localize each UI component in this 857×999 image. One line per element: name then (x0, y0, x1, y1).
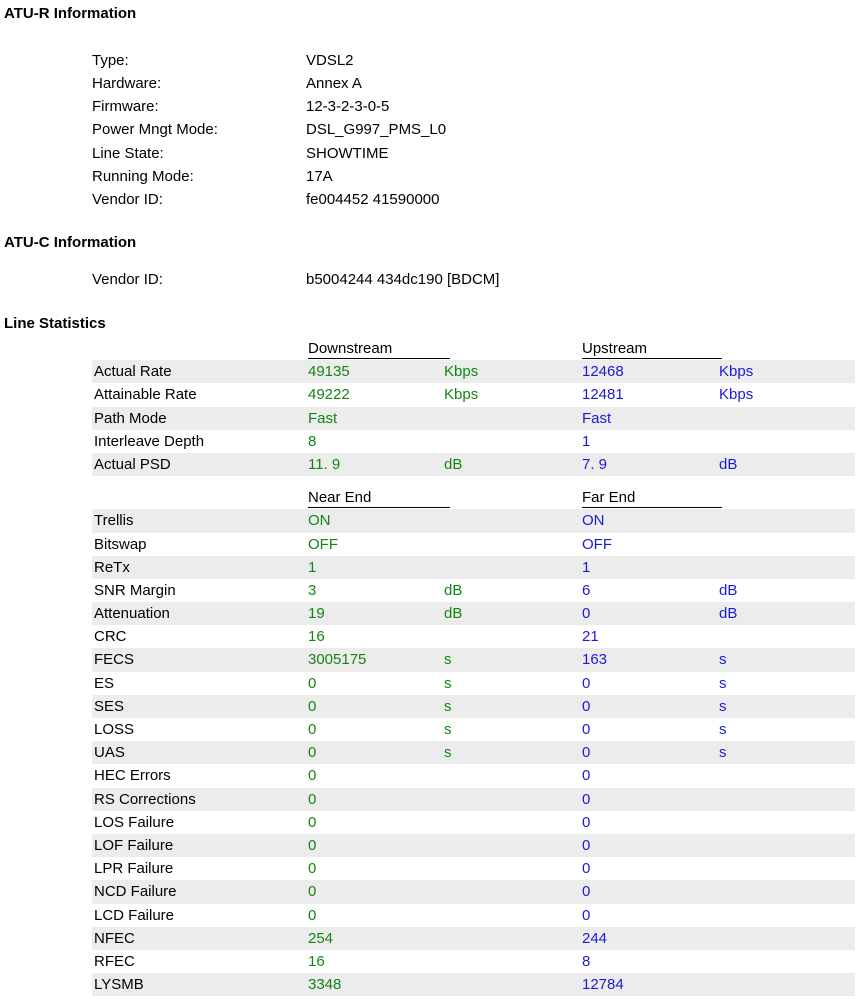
stats-row (92, 453, 855, 476)
stat-label: NCD Failure (94, 883, 177, 901)
upstream-value: 12468 (582, 363, 624, 381)
stats-row (92, 741, 855, 764)
stats-row (92, 430, 855, 453)
field-value: 12-3-2-3-0-5 (306, 98, 390, 115)
stats-row (92, 556, 855, 579)
downstream-value: ON (308, 512, 331, 530)
atu-r-row-line-state (92, 142, 792, 165)
stats-row (92, 360, 855, 383)
upstream-value: 0 (582, 836, 591, 854)
field-value: Annex A (306, 75, 362, 92)
downstream-unit: s (444, 697, 452, 715)
field-label: Vendor ID: (92, 191, 163, 208)
stat-label: Path Mode (94, 409, 167, 427)
field-value: VDSL2 (306, 52, 354, 69)
column-header-far-end: Far End (582, 489, 722, 508)
field-label: Type: (92, 52, 129, 69)
field-label: Running Mode: (92, 168, 194, 185)
upstream-value: 8 (582, 952, 591, 970)
column-header-upstream: Upstream (582, 340, 722, 359)
atu-r-row-hardware (92, 72, 792, 95)
field-label: Power Mngt Mode: (92, 121, 218, 138)
downstream-value: 16 (308, 952, 325, 970)
stats-row (92, 788, 855, 811)
stat-label: ReTx (94, 558, 130, 576)
downstream-value: 0 (308, 674, 317, 692)
upstream-value: OFF (582, 535, 612, 553)
stats-row (92, 811, 855, 834)
stats-header-near-far (92, 486, 855, 509)
stat-label: LOF Failure (94, 836, 174, 854)
stat-label: LOSS (94, 721, 135, 738)
upstream-unit: s (719, 697, 727, 715)
atu-r-row-running-mode (92, 165, 792, 188)
stat-label: CRC (94, 628, 127, 646)
upstream-value: 0 (582, 744, 591, 762)
stat-label: Attainable Rate (94, 386, 197, 404)
downstream-value: 3348 (308, 976, 342, 994)
atu-c-row-vendor-id (92, 268, 792, 291)
upstream-unit: s (719, 721, 727, 738)
stats-row (92, 857, 855, 880)
upstream-value: 1 (582, 558, 591, 576)
upstream-value: 0 (582, 674, 591, 692)
stat-label: SNR Margin (94, 581, 176, 599)
downstream-value: 19 (308, 605, 325, 623)
downstream-unit: s (444, 744, 452, 762)
downstream-value: 16 (308, 628, 325, 646)
downstream-value: 49135 (308, 363, 350, 381)
stat-label: RS Corrections (94, 790, 196, 808)
downstream-unit: dB (444, 581, 463, 599)
upstream-value: 244 (582, 929, 608, 947)
upstream-unit: s (719, 744, 727, 762)
atu-r-row-vendor-id (92, 188, 792, 211)
upstream-value: 0 (582, 860, 591, 878)
upstream-unit: dB (719, 605, 738, 623)
downstream-value: 0 (308, 721, 317, 738)
stats-row (92, 672, 855, 695)
upstream-value: 0 (582, 767, 591, 785)
stats-row (92, 927, 855, 950)
downstream-value: 0 (308, 790, 317, 808)
column-header-downstream: Downstream (308, 340, 450, 359)
upstream-value: 0 (582, 883, 591, 901)
downstream-value: 1 (308, 558, 317, 576)
stat-label: Attenuation (94, 605, 170, 623)
stat-label: Actual PSD (94, 455, 171, 473)
field-label: Line State: (92, 145, 164, 162)
group-spacer (92, 476, 855, 486)
stats-row (92, 904, 855, 927)
upstream-unit: Kbps (719, 386, 754, 404)
stats-row (92, 950, 855, 973)
atu-r-row-type (92, 49, 792, 72)
stats-row (92, 695, 855, 718)
downstream-value: 0 (308, 883, 317, 901)
downstream-value: 11. 9 (308, 455, 341, 473)
upstream-value: 21 (582, 628, 599, 646)
stats-row (92, 718, 855, 741)
stat-label: HEC Errors (94, 767, 171, 785)
stats-row (92, 834, 855, 857)
field-value: SHOWTIME (306, 145, 389, 162)
stat-label: Trellis (94, 512, 134, 530)
downstream-unit: dB (444, 455, 463, 473)
downstream-value: 0 (308, 767, 317, 785)
downstream-value: 0 (308, 906, 317, 924)
field-label: Hardware: (92, 75, 162, 92)
downstream-value: 0 (308, 813, 317, 831)
upstream-unit: s (719, 651, 727, 669)
upstream-unit: s (719, 674, 727, 692)
stats-row (92, 764, 855, 787)
stats-row (92, 509, 855, 532)
stats-row (92, 602, 855, 625)
downstream-unit: dB (444, 605, 463, 623)
upstream-value: 0 (582, 721, 591, 738)
stat-label: LPR Failure (94, 860, 174, 878)
downstream-value: 0 (308, 860, 317, 878)
line-statistics-title: Line Statistics (4, 315, 106, 332)
stat-label: LOS Failure (94, 813, 175, 831)
stats-header-downstream-upstream (92, 337, 855, 360)
upstream-value: 12784 (582, 976, 624, 994)
field-label: Vendor ID: (92, 271, 163, 288)
field-label: Firmware: (92, 98, 159, 115)
stats-row (92, 625, 855, 648)
stat-label: FECS (94, 651, 135, 669)
stat-label: SES (94, 697, 125, 715)
upstream-unit: dB (719, 581, 738, 599)
atu-r-row-firmware (92, 95, 792, 118)
downstream-unit: Kbps (444, 386, 479, 404)
downstream-value: Fast (308, 409, 338, 427)
stat-label: RFEC (94, 952, 135, 970)
downstream-value: OFF (308, 535, 338, 553)
downstream-value: 3 (308, 581, 317, 599)
upstream-unit: dB (719, 455, 738, 473)
stat-label: Interleave Depth (94, 432, 205, 450)
stats-row (92, 533, 855, 556)
field-value: DSL_G997_PMS_L0 (306, 121, 447, 138)
atu-c-title: ATU-C Information (4, 234, 137, 251)
stat-label: UAS (94, 744, 125, 762)
downstream-value: 254 (308, 929, 334, 947)
stats-row (92, 973, 855, 996)
stat-label: NFEC (94, 929, 135, 947)
upstream-value: 6 (582, 581, 591, 599)
upstream-value: 12481 (582, 386, 624, 404)
downstream-unit: s (444, 674, 452, 692)
stat-label: LYSMB (94, 976, 144, 994)
atu-r-row-power-mode (92, 118, 792, 141)
stat-label: LCD Failure (94, 906, 175, 924)
stats-row (92, 880, 855, 903)
upstream-value: 0 (582, 697, 591, 715)
upstream-unit: Kbps (719, 363, 754, 381)
downstream-value: 0 (308, 744, 317, 762)
stat-label: Actual Rate (94, 363, 172, 381)
upstream-value: 7. 9 (582, 455, 608, 473)
upstream-value: 0 (582, 906, 591, 924)
stats-row (92, 407, 855, 430)
upstream-value: 163 (582, 651, 608, 669)
field-value: fe004452 41590000 (306, 191, 440, 208)
upstream-value: 0 (582, 813, 591, 831)
stats-row (92, 579, 855, 602)
downstream-unit: Kbps (444, 363, 479, 381)
field-value: b5004244 434dc190 [BDCM] (306, 271, 500, 288)
upstream-value: Fast (582, 409, 612, 427)
upstream-value: 1 (582, 432, 591, 450)
stat-label: ES (94, 674, 115, 692)
downstream-unit: s (444, 651, 452, 669)
column-header-near-end: Near End (308, 489, 450, 508)
upstream-value: ON (582, 512, 605, 530)
stats-row (92, 648, 855, 671)
downstream-value: 0 (308, 697, 317, 715)
error-stats-group (92, 509, 855, 996)
upstream-value: 0 (582, 790, 591, 808)
downstream-value: 8 (308, 432, 317, 450)
downstream-value: 3005175 (308, 651, 367, 669)
upstream-value: 0 (582, 605, 591, 623)
rate-stats-group (92, 360, 855, 476)
field-value: 17A (306, 168, 333, 185)
stats-row (92, 383, 855, 406)
atu-r-title: ATU-R Information (4, 5, 137, 22)
downstream-value: 49222 (308, 386, 350, 404)
downstream-unit: s (444, 721, 452, 738)
stat-label: Bitswap (94, 535, 147, 553)
downstream-value: 0 (308, 836, 317, 854)
line-statistics-table (92, 337, 855, 996)
